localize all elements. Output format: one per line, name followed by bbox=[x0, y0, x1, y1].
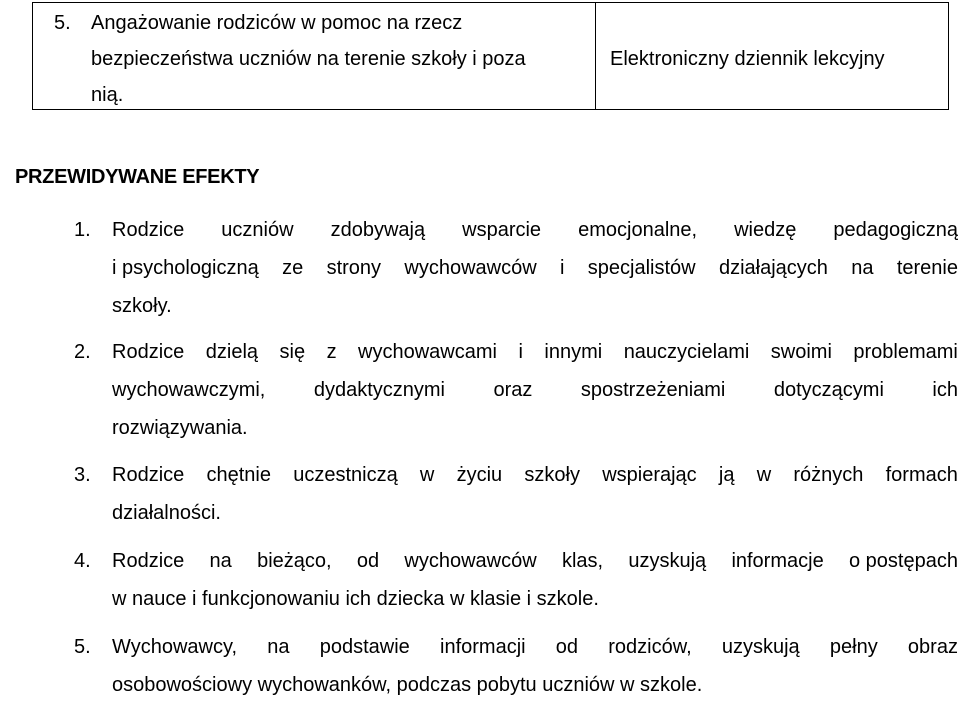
effect-word: strony bbox=[326, 257, 382, 279]
effect-word: formach bbox=[885, 464, 958, 486]
effect-line bbox=[74, 249, 960, 287]
row-number: 5. bbox=[54, 12, 71, 34]
effect-word: ze bbox=[282, 257, 304, 279]
effect-word: działających bbox=[718, 257, 828, 279]
effect-line bbox=[74, 456, 960, 494]
effect-number: 4. bbox=[74, 550, 91, 572]
effect-word: i bbox=[518, 341, 523, 363]
effect-line bbox=[74, 580, 960, 618]
effect-line bbox=[74, 333, 960, 371]
effect-word: problemami bbox=[853, 341, 958, 363]
effect-word: ich bbox=[932, 379, 958, 401]
effect-word: oraz bbox=[493, 379, 533, 401]
effect-word: wychowawczymi, bbox=[112, 379, 266, 401]
effect-word: dydaktycznymi bbox=[313, 379, 445, 401]
effect-line-text bbox=[112, 333, 958, 371]
effect-word: chętnie bbox=[206, 464, 271, 486]
effect-word: innymi bbox=[544, 341, 603, 363]
activity-line: Angażowanie rodziców w pomoc na rzecz bbox=[91, 12, 463, 34]
activity-text bbox=[91, 5, 591, 113]
effect-word: wspierając bbox=[602, 464, 697, 486]
activities-table bbox=[32, 2, 949, 110]
effect-word: terenie bbox=[896, 257, 958, 279]
effect-word: życiu bbox=[456, 464, 503, 486]
effect-line bbox=[74, 371, 960, 409]
table-cell-activity bbox=[33, 3, 596, 109]
effect-word: Rodzice bbox=[112, 341, 185, 363]
effect-word: ją bbox=[718, 464, 735, 486]
effect-word: Wychowawcy, bbox=[112, 636, 238, 658]
effect-word: od bbox=[555, 636, 579, 658]
effect-item bbox=[74, 211, 960, 325]
effect-word: od bbox=[356, 550, 380, 572]
effect-word: Rodzice bbox=[112, 219, 185, 241]
effect-word: bieżąco, bbox=[257, 550, 332, 572]
method-text: Elektroniczny dziennik lekcyjny bbox=[610, 48, 885, 70]
effect-word: szkoły bbox=[524, 464, 580, 486]
effect-line bbox=[74, 409, 960, 447]
effect-item bbox=[74, 333, 960, 447]
effect-word: działalności. bbox=[112, 502, 221, 524]
table-cell-method bbox=[596, 3, 948, 109]
effect-number: 1. bbox=[74, 219, 91, 241]
effect-word: pedagogiczną bbox=[833, 219, 958, 241]
effect-line bbox=[74, 287, 960, 325]
effect-word: zdobywają bbox=[330, 219, 426, 241]
effect-word: nauczycielami bbox=[623, 341, 750, 363]
effect-word: wsparcie bbox=[462, 219, 542, 241]
effect-word: informacje bbox=[731, 550, 824, 572]
effect-number: 5. bbox=[74, 636, 91, 658]
effect-word: wychowawców bbox=[404, 550, 537, 572]
effect-line-text bbox=[112, 287, 958, 325]
effect-word: obraz bbox=[907, 636, 958, 658]
activity-line: bezpieczeństwa uczniów na terenie szkoły i poza bbox=[91, 48, 526, 70]
effect-word: Rodzice bbox=[112, 550, 185, 572]
effect-line-text bbox=[112, 211, 958, 249]
effect-word: na bbox=[267, 636, 290, 658]
effect-word: wiedzę bbox=[734, 219, 797, 241]
effect-word: informacji bbox=[440, 636, 526, 658]
effect-line bbox=[74, 628, 960, 666]
effect-line-text bbox=[112, 580, 958, 618]
activity-line: nią. bbox=[91, 84, 124, 106]
effect-word: na bbox=[209, 550, 232, 572]
effect-word: rodziców, bbox=[608, 636, 692, 658]
effect-item bbox=[74, 628, 960, 704]
effect-word: na bbox=[851, 257, 874, 279]
effect-line-text bbox=[112, 494, 958, 532]
effect-word: i psychologiczną bbox=[112, 257, 259, 279]
effect-word: osobowościowy wychowanków, podczas pobytu uczniów w szkole. bbox=[112, 674, 703, 696]
effect-word: w bbox=[419, 464, 435, 486]
effect-word: swoimi bbox=[770, 341, 832, 363]
effect-line-text bbox=[112, 456, 958, 494]
effect-number: 2. bbox=[74, 341, 91, 363]
effect-word: klas, bbox=[561, 550, 604, 572]
effect-line-text bbox=[112, 542, 958, 580]
effect-word: wychowawców bbox=[404, 257, 537, 279]
effect-word: dzielą bbox=[205, 341, 259, 363]
effect-word: emocjonalne, bbox=[578, 219, 698, 241]
effect-line-text bbox=[112, 666, 958, 704]
effect-item bbox=[74, 456, 960, 532]
effect-word: różnych bbox=[793, 464, 864, 486]
effect-line-text bbox=[112, 371, 958, 409]
effect-item bbox=[74, 542, 960, 618]
effect-word: specjalistów bbox=[587, 257, 696, 279]
effect-line bbox=[74, 211, 960, 249]
effect-word: dotyczącymi bbox=[773, 379, 884, 401]
effect-word: w bbox=[756, 464, 772, 486]
effect-line bbox=[74, 666, 960, 704]
effect-word: rozwiązywania. bbox=[112, 417, 248, 439]
effect-word: uzyskują bbox=[628, 550, 707, 572]
effect-word: w nauce i funkcjonowaniu ich dziecka w klasie i szkole. bbox=[112, 588, 599, 610]
effect-word: szkoły. bbox=[112, 295, 172, 317]
effect-line-text bbox=[112, 409, 958, 447]
effect-line bbox=[74, 494, 960, 532]
effect-line-text bbox=[112, 249, 958, 287]
effect-word: podstawie bbox=[319, 636, 410, 658]
effect-line-text bbox=[112, 628, 958, 666]
effect-word: uczniów bbox=[221, 219, 294, 241]
effect-word: i bbox=[559, 257, 565, 279]
effect-word: Rodzice bbox=[112, 464, 185, 486]
effect-word: uzyskują bbox=[721, 636, 800, 658]
effect-word: z bbox=[326, 341, 337, 363]
effect-word: pełny bbox=[829, 636, 878, 658]
effect-word: się bbox=[279, 341, 306, 363]
effect-word: o postępach bbox=[848, 550, 958, 572]
effect-number: 3. bbox=[74, 464, 91, 486]
effect-line bbox=[74, 542, 960, 580]
effect-word: spostrzeżeniami bbox=[580, 379, 726, 401]
effect-word: wychowawcami bbox=[358, 341, 497, 363]
section-heading: PRZEWIDYWANE EFEKTY bbox=[15, 166, 260, 188]
effect-word: uczestniczą bbox=[293, 464, 398, 486]
